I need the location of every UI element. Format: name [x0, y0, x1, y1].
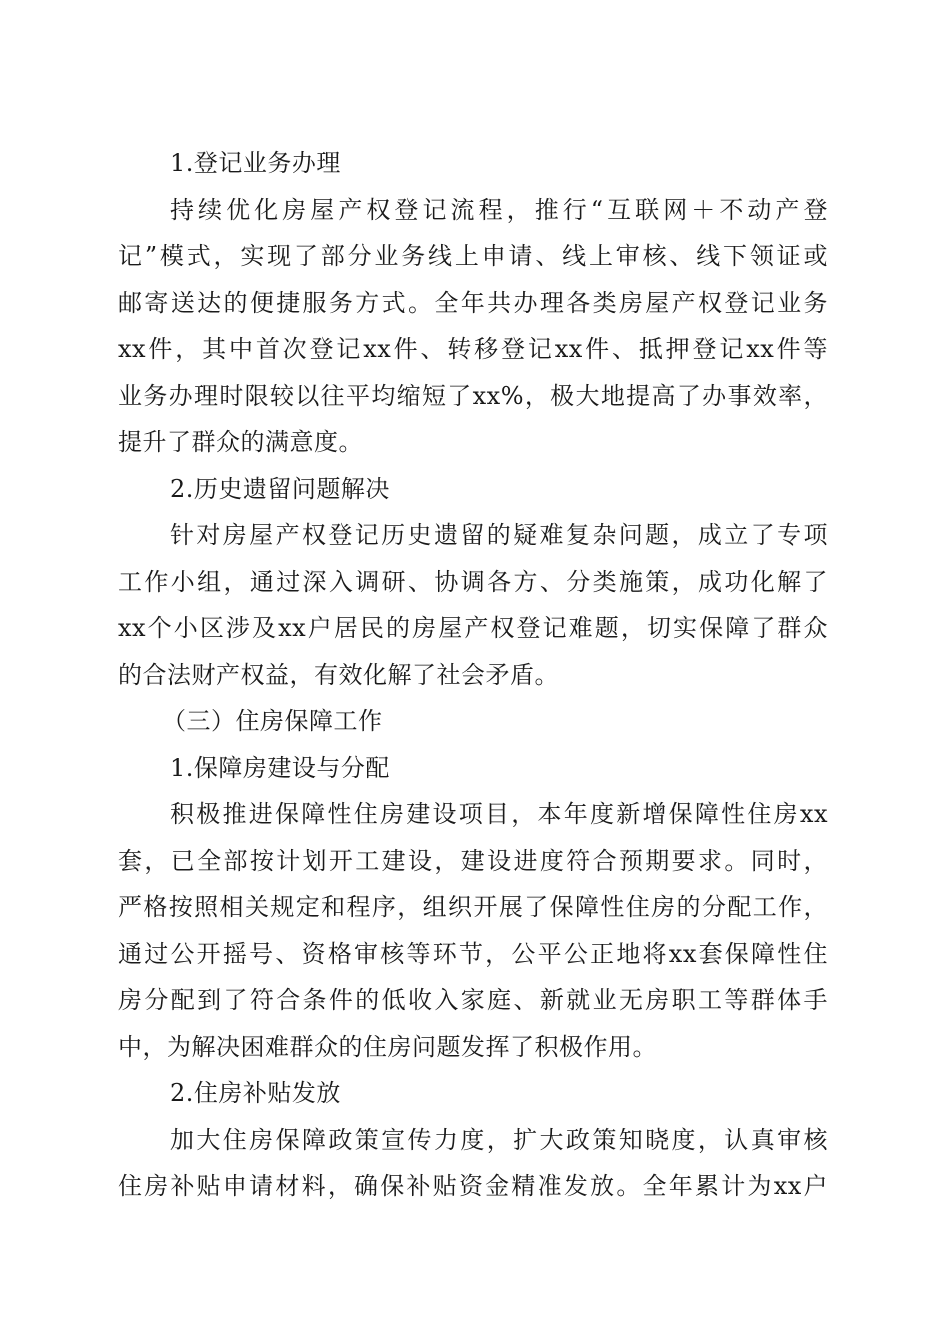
document-body	[118, 140, 828, 1210]
subheading-housing-subsidy: 2.住房补贴发放	[170, 1079, 341, 1107]
subheading-registration: 1.登记业务办理	[170, 149, 341, 177]
paragraph-line: 持续优化房屋产权登记流程，推行“互联网＋不动产登	[170, 195, 828, 224]
subheading-housing-construction: 1.保障房建设与分配	[170, 753, 390, 782]
paragraph-line: xx个小区涉及xx户居民的房屋产权登记难题，切实保障了群众	[118, 614, 828, 642]
paragraph-line: 住房补贴申请材料，确保补贴资金精准发放。全年累计为xx户	[118, 1172, 828, 1200]
paragraph-line: 业务办理时限较以往平均缩短了xx%，极大地提高了办事效率，	[118, 381, 828, 410]
paragraph-line: 通过公开摇号、资格审核等环节，公平公正地将xx套保障性住	[118, 939, 828, 968]
paragraph-line: 中，为解决困难群众的住房问题发挥了积极作用。	[118, 1032, 657, 1061]
paragraph-line: xx件，其中首次登记xx件、转移登记xx件、抵押登记xx件等	[118, 335, 828, 363]
paragraph-line: 工作小组，通过深入调研、协调各方、分类施策，成功化解了	[118, 567, 828, 596]
paragraph-line: 房分配到了符合条件的低收入家庭、新就业无房职工等群体手	[118, 986, 828, 1014]
subheading-legacy-issues: 2.历史遗留问题解决	[170, 474, 390, 503]
paragraph-line: 记”模式，实现了部分业务线上申请、线上审核、线下领证或	[118, 242, 828, 270]
section-heading-housing-security: （三）住房保障工作	[162, 707, 383, 735]
paragraph-line: 严格按照相关规定和程序，组织开展了保障性住房的分配工作，	[118, 893, 828, 921]
paragraph-line: 的合法财产权益，有效化解了社会矛盾。	[118, 660, 559, 689]
paragraph-line: 邮寄送达的便捷服务方式。全年共办理各类房屋产权登记业务	[118, 288, 828, 317]
paragraph-line: 提升了群众的满意度。	[118, 428, 363, 456]
paragraph-line: 套，已全部按计划开工建设，建设进度符合预期要求。同时，	[118, 846, 828, 875]
paragraph-line: 针对房屋产权登记历史遗留的疑难复杂问题，成立了专项	[170, 521, 828, 549]
paragraph-line: 积极推进保障性住房建设项目，本年度新增保障性住房xx	[170, 800, 828, 828]
paragraph-line: 加大住房保障政策宣传力度，扩大政策知晓度，认真审核	[170, 1125, 828, 1154]
